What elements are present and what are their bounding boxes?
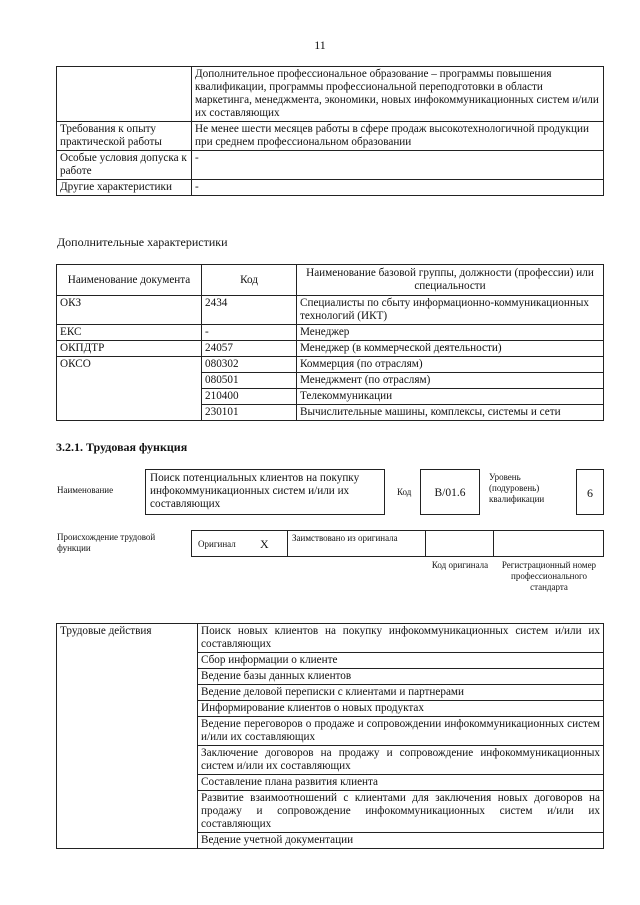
code-original-label: Код оригинала <box>431 560 489 570</box>
table-cell-value: Не менее шести месяцев работы в сфере продаж высокотехнологичной продукции при среднем профессиональном образовании <box>192 122 604 151</box>
table-row <box>57 151 604 180</box>
table-row <box>57 67 604 122</box>
action-item: Заключение договоров на продажу и сопровождение инфокоммуникационных систем и/или их составляющих <box>198 746 604 775</box>
name-cell: Менеджер <box>297 325 604 341</box>
origin-row <box>191 530 604 557</box>
additional-characteristics-table <box>56 264 604 421</box>
table-row <box>57 122 604 151</box>
origin-label: Происхождение трудовой функции <box>57 532 156 553</box>
action-item: Ведение деловой переписки с клиентами и партнерами <box>198 685 604 701</box>
section-title: Дополнительные характеристики <box>57 235 228 249</box>
column-header: Наименование документа <box>57 265 202 296</box>
table-cell-label <box>57 67 192 122</box>
name-cell: Менеджер (в коммерческой деятельности) <box>297 341 604 357</box>
code-cell: 2434 <box>202 296 297 325</box>
code-cell: 210400 <box>202 389 297 405</box>
table-row <box>57 389 604 405</box>
table-cell-label: Особые условия допуска к работе <box>57 151 192 180</box>
level-box: 6 <box>576 469 604 515</box>
table-row <box>57 624 604 653</box>
table-row <box>57 341 604 357</box>
borrowed-label: Заимствовано из оригинала <box>292 533 398 543</box>
level-label: Уровень (подуровень) квалификации <box>489 472 545 504</box>
name-cell: Коммерция (по отраслям) <box>297 357 604 373</box>
action-item: Ведение переговоров о продаже и сопровождении инфокоммуникационных систем и/или их составляющих <box>198 717 604 746</box>
divider <box>287 530 288 557</box>
table-cell-value: - <box>192 180 604 196</box>
table-cell-label: Другие характеристики <box>57 180 192 196</box>
action-item: Информирование клиентов о новых продуктах <box>198 701 604 717</box>
code-cell: - <box>202 325 297 341</box>
table-row <box>57 296 604 325</box>
action-item: Ведение учетной документации <box>198 833 604 849</box>
code-cell: 230101 <box>202 405 297 421</box>
divider <box>425 530 426 557</box>
action-item: Составление плана развития клиента <box>198 775 604 791</box>
table-cell-value: Дополнительное профессиональное образование – программы повышения квалификации, программы профессиональной переподготовки в области маркетинга, менеджмента, экономики, новых инфокоммуникационных систем и/или их составляющих <box>192 67 604 122</box>
actions-label: Трудовые действия <box>57 624 198 849</box>
name-cell: Менеджмент (по отраслям) <box>297 373 604 389</box>
original-mark: X <box>260 537 269 551</box>
function-heading: 3.2.1. Трудовая функция <box>56 440 188 454</box>
table-cell-value: - <box>192 151 604 180</box>
name-cell: Телекоммуникации <box>297 389 604 405</box>
doc-cell: ОКСО <box>57 357 202 373</box>
action-item: Сбор информации о клиенте <box>198 653 604 669</box>
code-cell: 080501 <box>202 373 297 389</box>
table-row <box>57 325 604 341</box>
doc-cell: ЕКС <box>57 325 202 341</box>
divider <box>493 530 494 557</box>
function-name-box: Поиск потенциальных клиентов на покупку инфокоммуникационных систем и/или их составляющих <box>145 469 385 515</box>
function-code-box: B/01.6 <box>420 469 480 515</box>
doc-cell <box>57 389 202 405</box>
doc-cell: ОКЗ <box>57 296 202 325</box>
column-header: Наименование базовой группы, должности (профессии) или специальности <box>297 265 604 296</box>
code-cell: 24057 <box>202 341 297 357</box>
requirements-table <box>56 66 604 196</box>
code-label: Код <box>397 487 412 497</box>
name-cell: Вычислительные машины, комплексы, системы и сети <box>297 405 604 421</box>
table-cell-label: Требования к опыту практической работы <box>57 122 192 151</box>
action-item: Ведение базы данных клиентов <box>198 669 604 685</box>
doc-cell <box>57 405 202 421</box>
code-cell: 080302 <box>202 357 297 373</box>
table-row <box>57 357 604 373</box>
table-row <box>57 373 604 389</box>
doc-cell <box>57 373 202 389</box>
action-item: Поиск новых клиентов на покупку инфокоммуникационных систем и/или их составляющих <box>198 624 604 653</box>
original-label: Оригинал <box>198 539 236 549</box>
action-item: Развитие взаимоотношений с клиентами для заключения новых договоров на продажу и сопровождение инфокоммуникационных систем и/или их составляющих <box>198 791 604 833</box>
doc-cell: ОКПДТР <box>57 341 202 357</box>
table-header-row <box>57 265 604 296</box>
column-header: Код <box>202 265 297 296</box>
name-cell: Специалисты по сбыту информационно-коммуникационных технологий (ИКТ) <box>297 296 604 325</box>
table-row <box>57 405 604 421</box>
labor-actions-table <box>56 623 604 849</box>
table-row <box>57 180 604 196</box>
name-label: Наименование <box>57 485 114 495</box>
reg-number-label: Регистрационный номер профессионального стандарта <box>501 560 597 592</box>
page-number: 11 <box>314 38 326 52</box>
